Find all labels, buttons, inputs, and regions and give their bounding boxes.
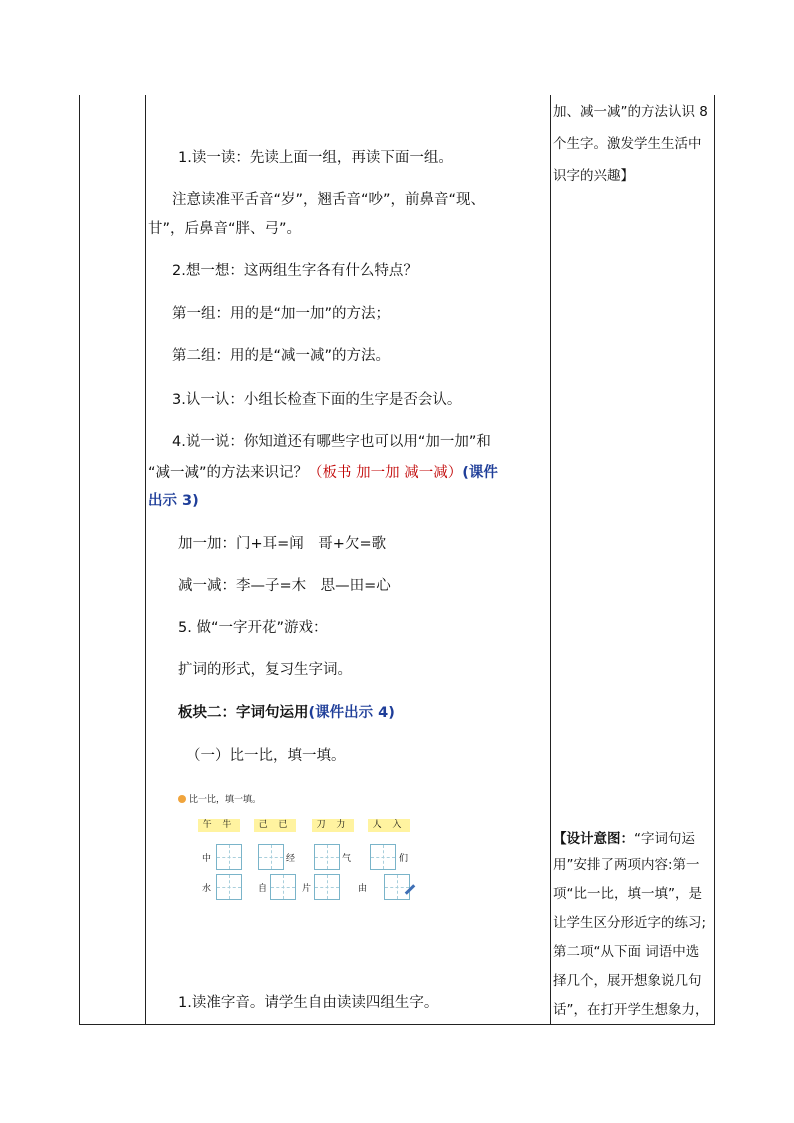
char-pair: 人 入 [368, 819, 410, 832]
courseware-note-cont: 出示 3) [148, 493, 199, 509]
char-label: 经 [286, 854, 296, 864]
subtract-examples: 减一减：李—子=木 思—田=心 [178, 578, 391, 594]
game-description: 扩词的形式，复习生字词。 [178, 662, 352, 678]
writing-grid [216, 844, 242, 870]
writing-grid [216, 874, 242, 900]
subsection-compare: （一）比一比，填一填。 [186, 748, 346, 764]
step-read: 1.读一读：先读上面一组，再读下面一组。 [178, 150, 453, 166]
pronunciation-note: 注意读准平舌音“岁”，翘舌音“吵”，前鼻音“现、 [172, 192, 486, 208]
read-pronunciation: 1.读准字音。请学生自由读读四组生字。 [178, 995, 439, 1011]
group-two: 第二组：用的是“减一减”的方法。 [172, 348, 391, 364]
pronunciation-note-cont: 甘”，后鼻音“胖、弓”。 [148, 221, 302, 237]
char-label: 中 [202, 854, 212, 864]
side-note-line: 加、减一减”的方法认识 8 [553, 104, 708, 120]
char-pair: 午 牛 [198, 819, 240, 832]
char-label: 气 [342, 854, 352, 864]
char-label: 水 [202, 884, 212, 894]
design-intent-line: 让学生区分形近字的练习; [553, 915, 707, 931]
char-label: 们 [399, 854, 409, 864]
design-intent [553, 829, 713, 1026]
step-speak-cont [148, 463, 498, 483]
side-note-line: 个生字。激发学生生活中 [553, 136, 702, 152]
step-recognize: 3.认一认：小组长检查下面的生字是否会认。 [172, 392, 462, 408]
writing-grid [314, 844, 340, 870]
design-intent-line: 第二项“从下面 词语中选 [553, 944, 700, 960]
design-intent-line: 【设计意图：“字词句运 [553, 831, 695, 847]
writing-grid [370, 844, 396, 870]
side-note-top [553, 102, 713, 194]
step-speak: 4.说一说：你知道还有哪些字也可以用“加一加”和 [172, 434, 491, 450]
group-one: 第一组：用的是“加一加”的方法； [172, 306, 391, 322]
char-label: 自 [258, 884, 268, 894]
table-border-col1 [145, 95, 146, 1025]
writing-grid [258, 844, 284, 870]
writing-grid [270, 874, 296, 900]
char-label: 片 [302, 884, 312, 894]
step-speak-text: “减一减”的方法来识记？ [148, 465, 309, 481]
writing-grid [314, 874, 340, 900]
design-intent-label: 【设计意图： [553, 831, 634, 847]
table-border-col2 [550, 95, 551, 1025]
char-pair: 己 已 [254, 819, 296, 832]
design-intent-line: 用”安排了两项内容:第一 [553, 857, 700, 873]
table-border-left [79, 95, 80, 1025]
design-intent-line: 择几个，展开想象说几句 [553, 973, 702, 989]
step-think: 2.想一想：这两组生字各有什么特点？ [172, 263, 418, 279]
board-note: （板书 加一加 减一减） [308, 465, 463, 481]
design-intent-line: 项“比一比，填一填”，是 [553, 886, 702, 902]
writing-grid [384, 874, 410, 900]
step-game: 5. 做“一字开花”游戏： [178, 620, 328, 636]
section-two-title: 板块二：字词句运用 [178, 705, 309, 721]
add-examples: 加一加：门+耳=闻 哥+欠=歌 [178, 536, 387, 552]
courseware-note-4: (课件出示 4) [308, 705, 395, 721]
bullet-icon [178, 795, 186, 803]
side-note-line: 识字的兴趣】 [553, 168, 634, 184]
exercise-illustration [178, 790, 428, 920]
courseware-note: (课件 [462, 465, 498, 481]
section-two-heading [178, 703, 395, 723]
exercise-title: 比一比，填一填。 [178, 792, 261, 805]
char-pair: 刀 力 [312, 819, 354, 832]
char-label: 由 [358, 884, 368, 894]
design-intent-line: 话”，在打开学生想象力， [553, 1002, 709, 1018]
table-border-right [714, 95, 715, 1025]
